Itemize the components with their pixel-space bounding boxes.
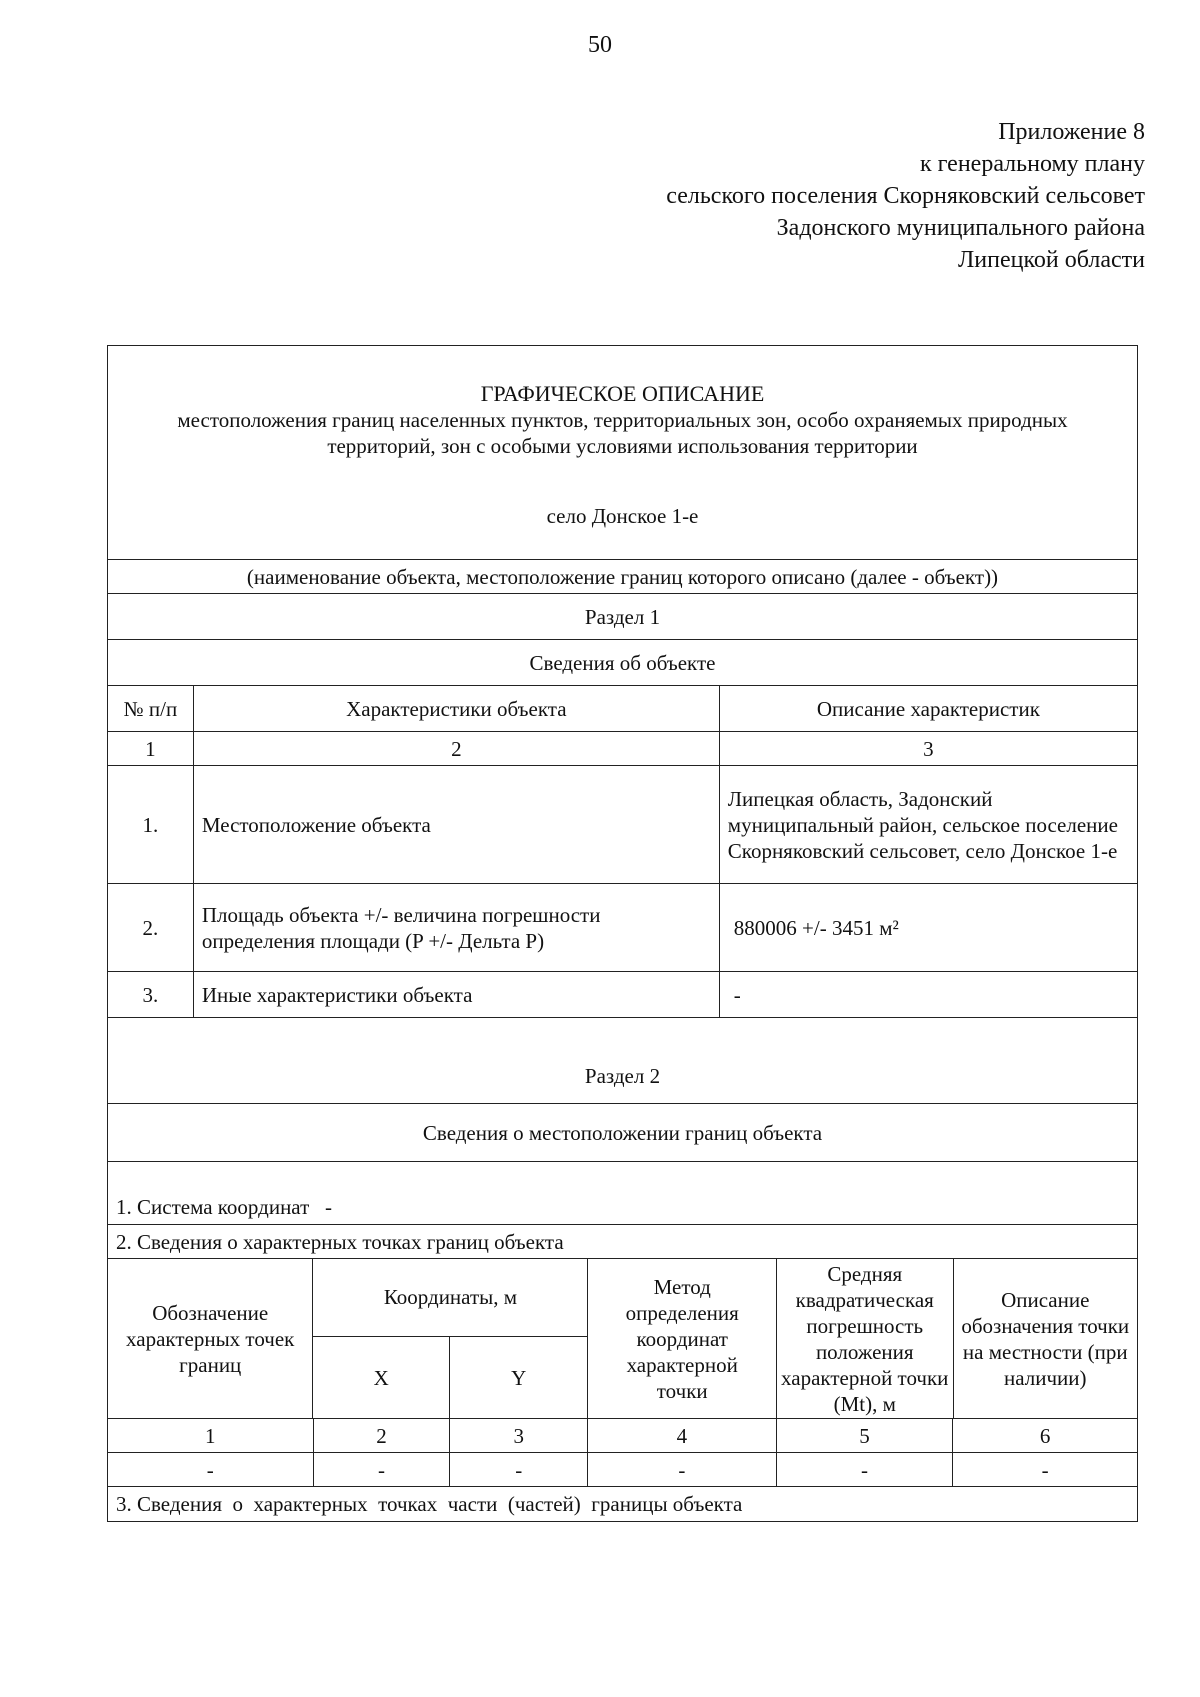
coord-system-row [108, 1162, 1137, 1225]
section2-subtitle-row [108, 1104, 1137, 1162]
row-characteristic: Площадь объекта +/- величина погрешности определения площади (P +/- Дельта P) [194, 884, 720, 971]
column-number: 6 [1039, 1423, 1051, 1448]
points-number-row [108, 1419, 1137, 1453]
points-title-row [108, 1225, 1137, 1259]
page-number: 50 [588, 32, 612, 58]
column-number: 3 [923, 736, 934, 761]
table-row [108, 766, 1137, 884]
column-header: Обозначение характерных точек границ [108, 1259, 313, 1418]
column-number: 2 [194, 732, 720, 765]
points-title: 2. Сведения о характерных точках границ объекта [116, 1229, 564, 1254]
column-header: Y [511, 1365, 527, 1390]
appendix-line: сельского поселения Скорняковский сельсовет [666, 183, 1145, 209]
row-number: 3. [108, 972, 194, 1017]
coord-system: 1. Система координат - [116, 1195, 332, 1219]
column-header: Координаты, м [313, 1259, 587, 1337]
object-name: село Донское 1-е [546, 504, 699, 528]
section2-subtitle: Сведения о местоположении границ объекта [422, 1120, 823, 1145]
section1-title: Раздел 1 [584, 604, 661, 629]
row-description: - [733, 982, 741, 1007]
table-cell: - [450, 1453, 588, 1486]
row-description: Липецкая область, Задонский муниципальный район, сельское поселение Скорняковский сельсовет, село Донское 1-е [727, 786, 1118, 863]
column-header: Средняя квадратическая погрешность положения характерной точки (Mt), м [777, 1259, 954, 1418]
section2-title: Раздел 2 [584, 1064, 661, 1088]
section1-subtitle: Сведения об объекте [529, 650, 716, 675]
object-caption-row [108, 560, 1137, 594]
column-number: 5 [777, 1419, 954, 1452]
column-header: № п/п [108, 686, 194, 731]
column-header: X [313, 1337, 450, 1418]
table-cell: - [1041, 1457, 1049, 1482]
row-description: 880006 +/- 3451 м² [733, 915, 899, 940]
points-header-row [108, 1259, 1137, 1419]
parts-title: 3. Сведения о характерных точках части (частей) границы объекта [116, 1492, 743, 1516]
row-number: 2. [108, 884, 194, 971]
appendix-line: к генеральному плану [919, 151, 1145, 177]
column-header: Метод определения координат характерной точки [588, 1259, 777, 1418]
coordinates-header [313, 1259, 588, 1418]
object-caption: (наименование объекта, местоположение границ которого описано (далее - объект)) [246, 564, 999, 589]
description-form [107, 345, 1138, 1522]
form-title: ГРАФИЧЕСКОЕ ОПИСАНИЕ [480, 381, 765, 406]
table-row [108, 972, 1137, 1018]
table-cell: - [314, 1453, 451, 1486]
form-header [108, 346, 1137, 560]
table-cell: - [777, 1453, 954, 1486]
section1-header-row [108, 686, 1137, 732]
column-number: 3 [450, 1419, 588, 1452]
appendix-line: Приложение 8 [998, 119, 1145, 145]
column-number: 1 [108, 732, 194, 765]
column-header: Описание обозначения точки на местности (при наличии) [961, 1287, 1130, 1390]
section1-subtitle-row [108, 640, 1137, 686]
row-characteristic: Местоположение объекта [194, 766, 720, 883]
table-cell: - [108, 1453, 314, 1486]
row-number: 1. [108, 766, 194, 883]
table-row [108, 1453, 1137, 1487]
parts-title-row [108, 1487, 1137, 1521]
column-header: Описание характеристик [816, 696, 1040, 721]
row-characteristic: Иные характеристики объекта [194, 972, 720, 1017]
table-cell: - [588, 1453, 777, 1486]
column-number: 1 [108, 1419, 314, 1452]
form-subtitle: местоположения границ населенных пунктов, территориальных зон, особо охраняемых природных территорий, зон с особыми условиями использования территории [177, 408, 1068, 458]
table-row [108, 884, 1137, 972]
appendix-line: Задонского муниципального района [776, 215, 1145, 241]
section1-number-row [108, 732, 1137, 766]
appendix-line: Липецкой области [958, 247, 1145, 273]
column-header: Характеристики объекта [194, 686, 720, 731]
section1-title-row [108, 594, 1137, 640]
appendix-block [666, 116, 1145, 276]
section2-title-row [108, 1018, 1137, 1104]
column-number: 2 [314, 1419, 451, 1452]
column-number: 4 [588, 1419, 777, 1452]
